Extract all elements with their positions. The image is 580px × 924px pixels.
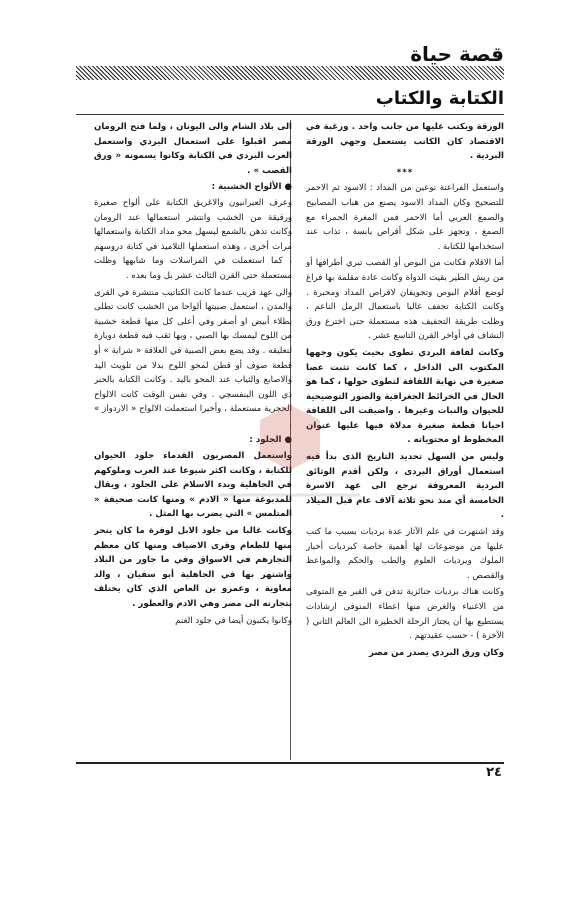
- page-header: [76, 38, 504, 82]
- series-title: قصة حياة: [410, 42, 504, 66]
- left-paragraph-5: وكانت غالبا من جلود الابل لوفرة ما كان ينحر منها للطعام وقرى الاضياف ومنها كان معظم التجارهم في الاسواق وفي ما جاور من البلاد واشتهر بها في الجاهلية أبو سفيان ، والد معاوية ، وعمرو بن العاص الذي كان يختلف بتجارته الى مصر وهي الادم والعطور .: [94, 526, 292, 609]
- right-paragraph-8: وكان ورق البردي يصدر من مصر: [369, 647, 504, 658]
- section-stars: ***: [396, 167, 414, 178]
- subheading-leather: ● الجلود :: [249, 435, 292, 446]
- right-paragraph-1: الورقة ويكتب عليها من جانب واحد . ورغبة في الاقتصاد كان الكاتب يستعمل وجهي الورقة البردية .: [306, 122, 504, 162]
- header-hatch-band: [76, 66, 504, 80]
- subheading-wooden-tablets: ● الألواح الخشبية :: [211, 182, 292, 193]
- left-paragraph-3: والى عهد قريب عندما كانت الكتاتيب منتشرة في القرى والمدن ، استعمل صبيتها ألواحا من الخشب كانت تطلى بطلاء أبيض او أصفر وفي أعلى كل منها قطعة خشبية من اللوح ليمسك بها الصبي ، وبها ثقب فيه قطعة دوبارة لتعليقه . وقد يضع بعض الصبية في العلاقة « شراية » أو قطعة صوف أو قطن لمحو اللوح بدلا من تلويث اليد والاصابع والثياب عند المحو باليد . وكانت الكتابة بالحبر ذي اللون البنفسجي . وفي نفس الوقت كانت الالواح الحجرية مستعملة ، وأخيرا استعملت الالواح « الاردواز » .: [94, 287, 292, 429]
- right-paragraph-4: وكانت لفافة البردي تطوى بحيث يكون وجهها المكتوب الى الداخل ، كما كانت تثبت عصا صغيرة في نهاية اللفافة لتطوى حولها ، كما هو الحال في الخرائط الجغرافية والصور التوضيحية للحيوان والنبات وغيرها . واضيفت الى اللفافة احيانا قطعة صغيرة مدلاة فيها عليها عنوان المخطوط او محتوياته .: [306, 347, 504, 446]
- left-column: [94, 120, 292, 760]
- section-title: الكتابة والكتاب: [375, 88, 504, 109]
- right-paragraph-5: وليس من السهل تحديد التاريخ الذى بدأ فيه استعمال أوراق البردى ، ولكن أقدم الوثائق البردية المعروفة ترجع الى عهد الاسرة الخامسة أي منذ نحو ثلاثة آلاف عام قبل الميلاد .: [306, 452, 504, 521]
- title-rule: [76, 114, 504, 115]
- left-paragraph-4: واستعمل المصريون القدماء جلود الحيوان للكتابة ، وكانت اكثر شيوعا عند العرب وملوكهم في الجاهلية وبدء الاسلام على الجلود ، ويقال للمدبوغة منها « الادم » ومنها كانت صحيفة « المتلمس » التي يضرب بها المثل .: [94, 451, 292, 520]
- right-column: [306, 120, 504, 760]
- left-paragraph-1: الى بلاد الشام والى اليونان ، ولما فتح الرومان مصر اقبلوا على استعمال البردي واستعمل العرب البردي في الكتابة وكانوا يسمونه « ورق القصب » .: [94, 122, 292, 176]
- left-paragraph-6: وكانوا يكتبون أيضا في جلود الغنم: [175, 615, 292, 626]
- right-paragraph-3: أما الاقلام فكانت من البوص أو القصب تبري أطرافها أو من ريش الطير بقيت الدواة وكانت عادة مقلمة بها فراغ لوضع أقلام البوص وتجويفان لاقراص المداد ومحبرة . وكانت الكتابة تجفف غالبا باستعمال الرمل الناعم ، وظلت طريقة التجفيف هذه مستعملة حتى اخترع ورق النشاف في أواخر القرن التاسع عشر .: [306, 258, 504, 342]
- right-paragraph-7: وكانت هناك برديات جنائزية تدفن في القبر مع المتوفى من الاغنياء والغرض منها اعطاء المتوفى ارشادات يستطيع بها أن يجتاز الرحلة الخطيرة الى العالم الثاني ( الآخرة ) - حسب عقيدتهم .: [306, 587, 504, 642]
- left-paragraph-2: وعرف العبرانيون والاغريق الكتابة على ألواح صغيرة ورقيقة من الخشب وانتشر استعمالها عند الرومان وكانت تدهن بالشمع ليسهل محو مداد الكتابة واستعمالها مرات أخرى ، وهذه استعملها التلاميذ في كتابة دروسهم ، كما استعملت في المراسلات وما شابهها وظلت مستعملة حتى القرن الثالث عشر بل وما بعده .: [94, 197, 292, 281]
- right-paragraph-6: وقد اشتهرت في علم الآثار عدة برديات بسبب ما كتب عليها من موضوعات لها أهمية خاصة كبرديات أخبار الملوك وبرديات العلوم والطب والحكم والمواعظ والقصص .: [306, 527, 504, 581]
- right-paragraph-2: واستعمل الفراعنة نوعين من المداد : الاسود ثم الاحمر للتصحيح وكان المداد الاسود يصنع من هباب المصابيح والصمغ العربي أما الاحمر فمن المغرة الحمراء مع الصمغ ، وتجهز على شكل أقراص يابسة ، تذاب عند استخدامها للكتابة .: [306, 183, 504, 252]
- page-number: ٢٤: [486, 765, 502, 780]
- footer-rule: [76, 762, 504, 764]
